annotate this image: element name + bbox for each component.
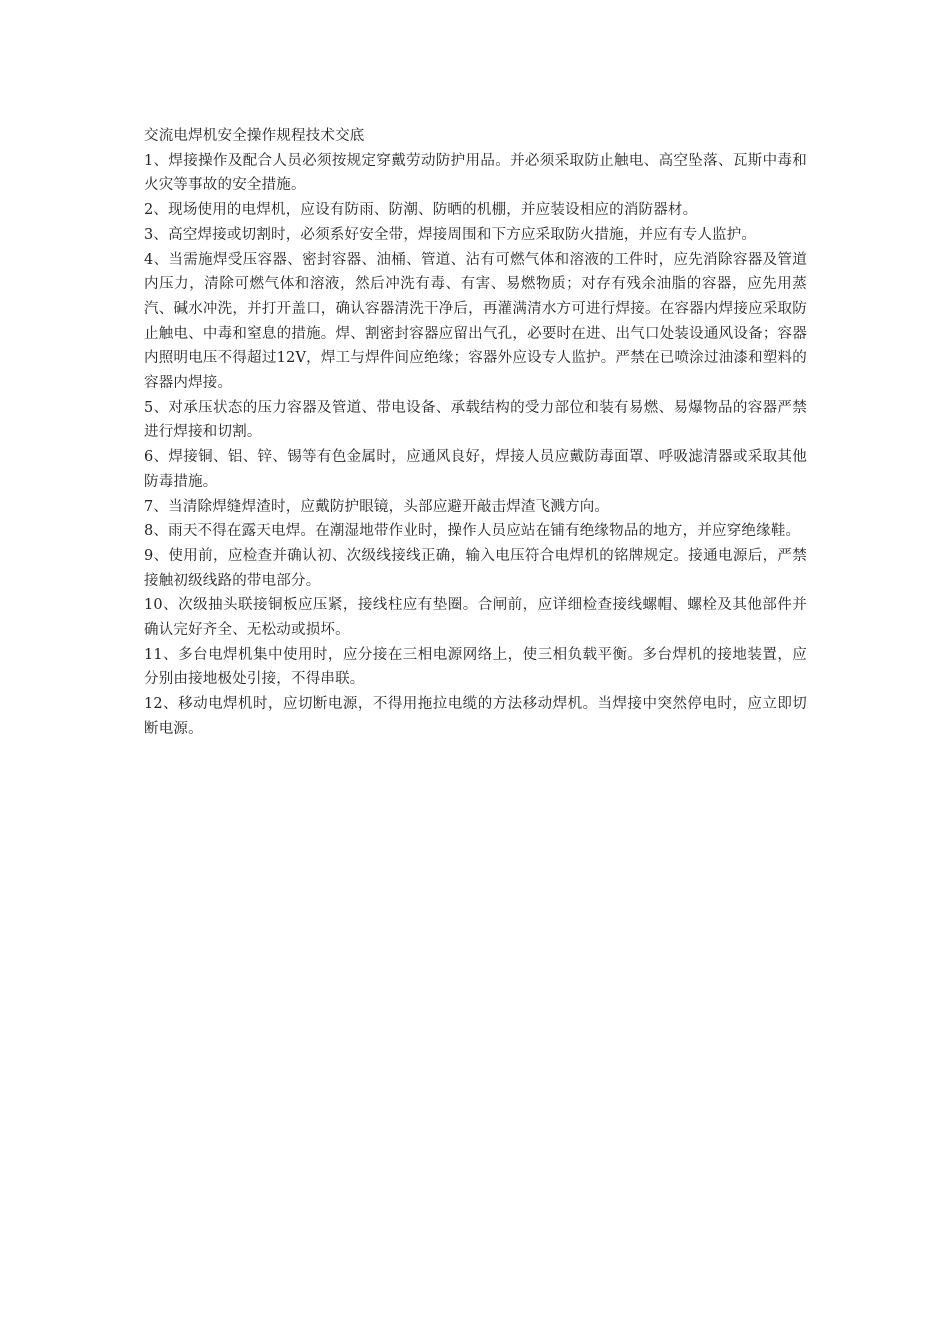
paragraph-7: 7、当清除焊缝焊渣时，应戴防护眼镜，头部应避开敲击焊渣飞溅方向。 bbox=[144, 498, 610, 515]
paragraph-12: 12、移动电焊机时，应切断电源，不得用拖拉电缆的方法移动焊机。当焊接中突然停电时，应立即切断电源。 bbox=[144, 696, 807, 737]
paragraph-10: 10、次级抽头联接铜板应压紧，接线柱应有垫圈。合闸前，应详细检查接线螺帽、螺栓及其他部件并确认完好齐全、无松动或损坏。 bbox=[144, 597, 807, 639]
paragraph-4: 4、当需施焊受压容器、密封容器、油桶、管道、沾有可燃气体和溶液的工件时，应先消除容器及管道内压力，清除可燃气体和溶液，然后冲洗有毒、有害、易燃物质；对存有残余油脂的容器，应先用蒸汽、碱水冲洗，并打开盖口，确认容器清洗干净后，再灌满清水方可进行焊接。在容器内焊接应采取防止触电、中毒和窒息的措施。焊、割密封容器应留出气孔，必要时在进、出气口处装设通风设备；容器内照明电压不得超过12V，焊工与焊件间应绝缘；容器外应设专人监护。严禁在已喷涂过油漆和塑料的容器内焊接。 bbox=[144, 251, 807, 392]
paragraph-6: 6、焊接铜、铝、锌、锡等有色金属时，应通风良好，焊接人员应戴防毒面罩、呼吸滤清器或采取其他防毒措施。 bbox=[144, 449, 807, 490]
paragraph-8: 8、雨天不得在露天电焊。在潮湿地带作业时，操作人员应站在铺有绝缘物品的地方，并应穿绝缘鞋。 bbox=[144, 523, 801, 540]
paragraph-2: 2、现场使用的电焊机，应设有防雨、防潮、防晒的机棚，并应装设相应的消防器材。 bbox=[144, 202, 698, 219]
paragraph-11: 11、多台电焊机集中使用时，应分接在三相电源网络上，使三相负载平衡。多台焊机的接地装置，应分别由接地极处引接，不得串联。 bbox=[144, 646, 807, 688]
paragraph-9: 9、使用前，应检查并确认初、次级线接线正确，输入电压符合电焊机的铭牌规定。接通电源后，严禁接触初级线路的带电部分。 bbox=[144, 547, 807, 589]
paragraph-1: 1、焊接操作及配合人员必须按规定穿戴劳动防护用品。并必须采取防止触电、高空坠落、瓦斯中毒和火灾等事故的安全措施。 bbox=[144, 152, 807, 194]
document-title: 交流电焊机安全操作规程技术交底 bbox=[144, 128, 365, 144]
document-body bbox=[144, 124, 807, 742]
paragraph-5: 5、对承压状态的压力容器及管道、带电设备、承载结构的受力部位和装有易燃、易爆物品的容器严禁进行焊接和切割。 bbox=[144, 399, 807, 441]
paragraph-3: 3、高空焊接或切割时，必须系好安全带，焊接周围和下方应采取防火措施，并应有专人监护。 bbox=[144, 226, 757, 243]
